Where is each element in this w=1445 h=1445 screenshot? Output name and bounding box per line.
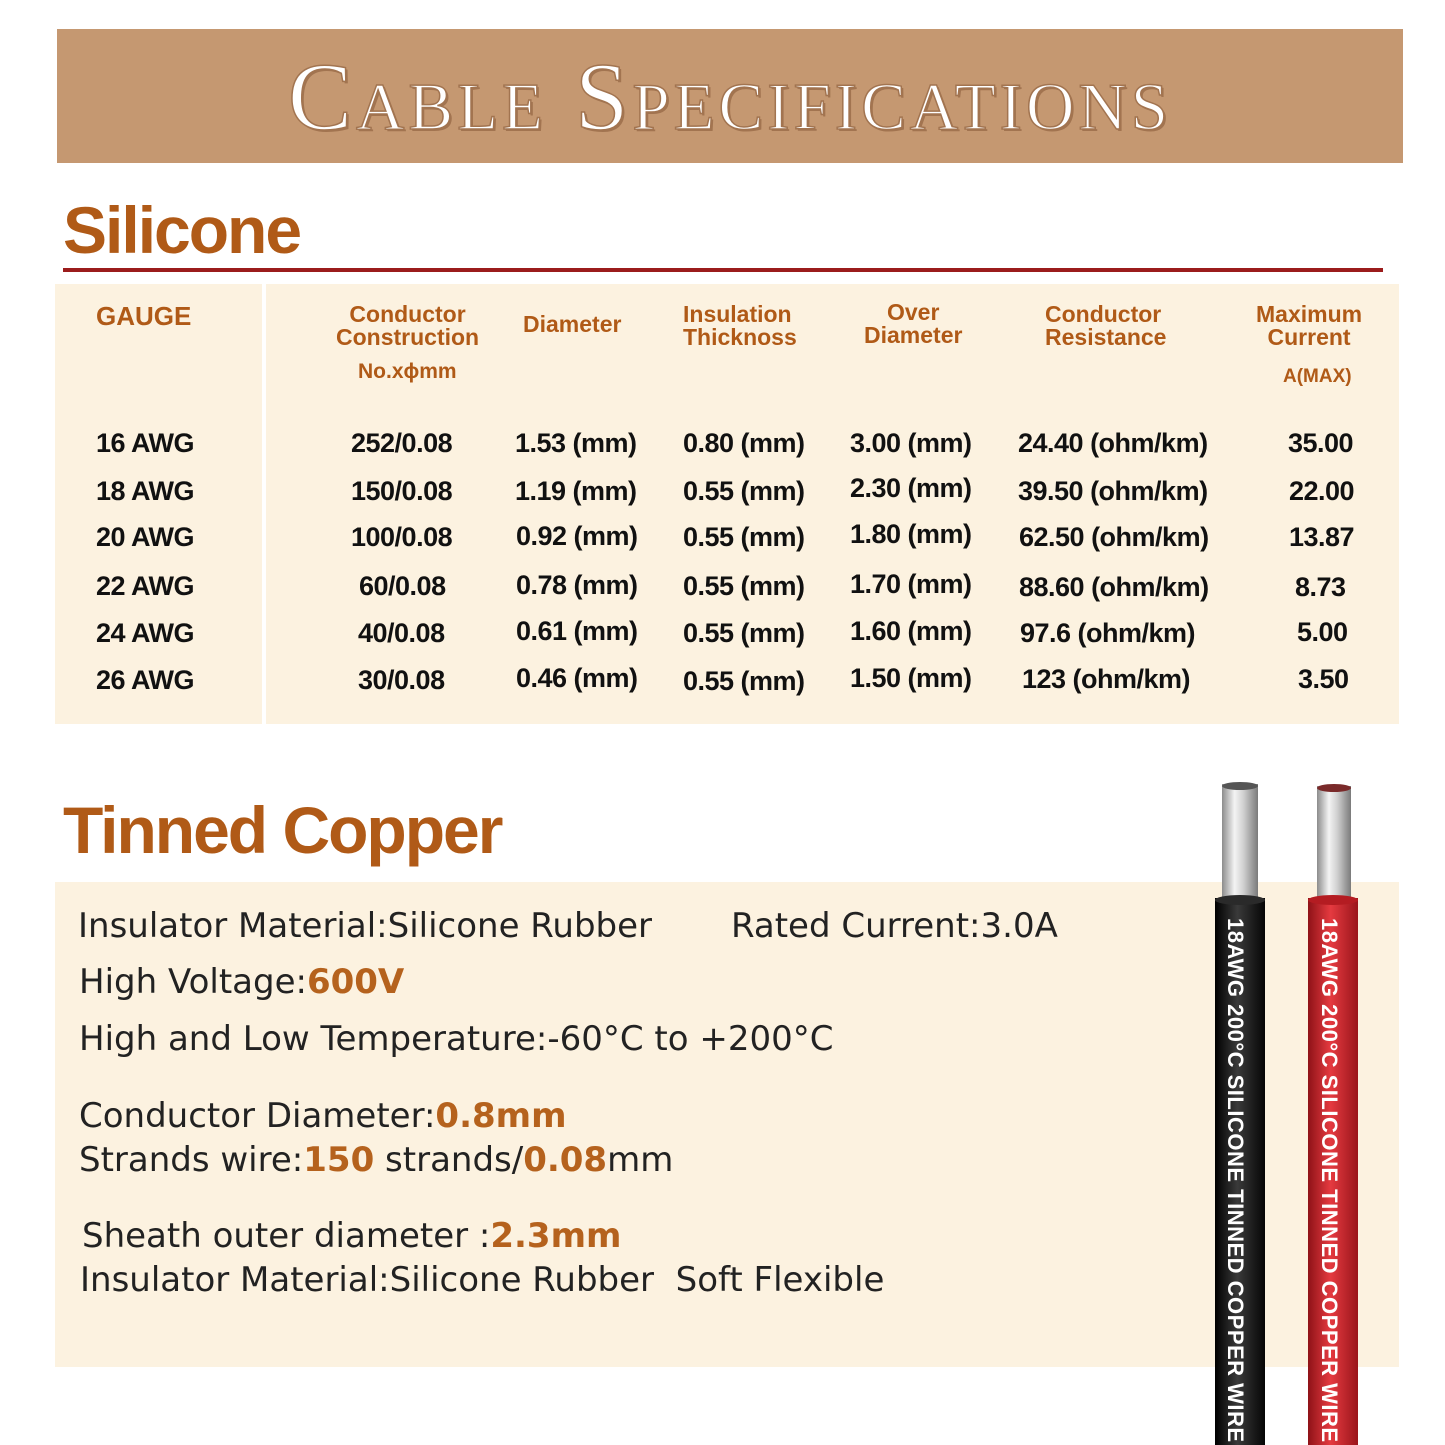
header-resistance-line2: Resistance [1045, 324, 1167, 350]
cell-diameter: 1.19 (mm) [515, 476, 637, 506]
cell-diameter: 1.53 (mm) [515, 428, 637, 458]
header-construction-unit: No.xϕmm [358, 360, 457, 383]
cell-gauge: 16 AWG [96, 428, 195, 458]
spec-strands-size: 0.08 [523, 1140, 608, 1180]
cell-construction: 60/0.08 [359, 571, 446, 601]
cell-current: 22.00 [1289, 476, 1355, 506]
cell-resistance: 24.40 (ohm/km) [1018, 428, 1208, 458]
cell-over-diameter: 1.80 (mm) [850, 519, 972, 549]
cell-over-diameter: 1.60 (mm) [850, 616, 972, 646]
cell-gauge: 18 AWG [96, 476, 195, 506]
cell-over-diameter: 1.50 (mm) [850, 663, 972, 693]
header-insulation [683, 303, 797, 349]
cell-gauge: 22 AWG [96, 571, 195, 601]
cell-resistance: 97.6 (ohm/km) [1020, 618, 1196, 648]
spec-temperature: High and Low Temperature:-60°C to +200°C [79, 1019, 834, 1059]
header-over-line1: Over [887, 299, 940, 325]
cell-insulation: 0.55 (mm) [683, 666, 805, 696]
cell-gauge: 24 AWG [96, 618, 195, 648]
cell-gauge: 26 AWG [96, 665, 195, 695]
cell-over-diameter: 3.00 (mm) [850, 428, 972, 458]
cell-diameter: 0.61 (mm) [516, 616, 638, 646]
spec-rated-current: Rated Current:3.0A [731, 906, 1058, 946]
silicone-heading: Silicone [63, 193, 301, 267]
header-over-diameter [864, 301, 962, 347]
title-banner [57, 29, 1403, 163]
header-resistance [1045, 303, 1166, 349]
header-construction-line1: Conductor [349, 301, 466, 327]
spec-conductor-diameter [79, 1096, 567, 1136]
header-insulation-line1: Insulation [683, 301, 792, 327]
spec-strands-mid: strands/ [374, 1140, 524, 1180]
cell-diameter: 0.46 (mm) [516, 663, 638, 693]
cell-gauge: 20 AWG [96, 522, 195, 552]
cell-insulation: 0.80 (mm) [683, 428, 805, 458]
cell-resistance: 39.50 (ohm/km) [1018, 476, 1208, 506]
header-current-line1: Maximum [1256, 301, 1363, 327]
spec-sheath-diameter [82, 1216, 621, 1256]
red-wire-strands [1317, 786, 1351, 906]
header-resistance-line1: Conductor [1045, 301, 1162, 327]
red-wire-label: 18AWG 200°C SILICONE TINNED COPPER WIRE [1317, 918, 1342, 1443]
cell-construction: 252/0.08 [351, 428, 453, 458]
spec-voltage-label: High Voltage: [79, 962, 307, 1002]
spec-conductor-value: 0.8mm [435, 1096, 567, 1136]
spec-high-voltage [79, 962, 404, 1002]
cell-diameter: 0.78 (mm) [516, 570, 638, 600]
header-construction [336, 303, 479, 349]
cell-diameter: 0.92 (mm) [516, 521, 638, 551]
header-diameter: Diameter [523, 311, 622, 337]
cell-construction: 150/0.08 [351, 476, 453, 506]
spec-sheath-value: 2.3mm [490, 1216, 622, 1256]
cell-resistance: 62.50 (ohm/km) [1019, 522, 1209, 552]
spec-strands-label: Strands wire: [79, 1140, 304, 1180]
heading-rule [63, 268, 1383, 272]
spec-insulator-flexible: Insulator Material:Silicone Rubber Soft Flexible [80, 1260, 885, 1300]
spec-sheath-label: Sheath outer diameter : [82, 1216, 491, 1256]
cell-current: 13.87 [1289, 522, 1355, 552]
cell-resistance: 123 (ohm/km) [1022, 664, 1191, 694]
header-gauge: GAUGE [96, 301, 192, 331]
cell-construction: 30/0.08 [358, 665, 445, 695]
header-current-line2: Current [1267, 324, 1351, 350]
cell-insulation: 0.55 (mm) [683, 618, 805, 648]
cell-resistance: 88.60 (ohm/km) [1019, 572, 1209, 602]
cell-over-diameter: 2.30 (mm) [850, 473, 972, 503]
cell-current: 35.00 [1288, 428, 1354, 458]
header-current [1256, 303, 1362, 349]
spec-strands [79, 1140, 673, 1180]
spec-conductor-label: Conductor Diameter: [79, 1096, 436, 1136]
cell-current: 5.00 [1297, 617, 1348, 647]
black-wire-label: 18AWG 200°C SILICONE TINNED COPPER WIRE [1223, 918, 1248, 1443]
spec-strands-unit: mm [607, 1140, 674, 1180]
spec-insulator-material: Insulator Material:Silicone Rubber [78, 906, 653, 946]
cell-construction: 100/0.08 [351, 522, 453, 552]
table-column-divider [262, 284, 266, 724]
cell-insulation: 0.55 (mm) [683, 571, 805, 601]
header-current-unit: A(MAX) [1283, 366, 1352, 387]
header-construction-line2: Construction [336, 324, 480, 350]
black-wire-strands [1222, 784, 1258, 904]
spec-voltage-value: 600V [306, 962, 405, 1002]
cell-current: 3.50 [1298, 664, 1349, 694]
spec-strands-count: 150 [303, 1140, 375, 1180]
cell-construction: 40/0.08 [358, 618, 445, 648]
cell-current: 8.73 [1295, 572, 1346, 602]
cell-insulation: 0.55 (mm) [683, 476, 805, 506]
cell-insulation: 0.55 (mm) [683, 522, 805, 552]
cell-over-diameter: 1.70 (mm) [850, 569, 972, 599]
banner-title: Cable Specifications [287, 42, 1173, 150]
header-over-line2: Diameter [864, 322, 963, 348]
tinned-copper-heading: Tinned Copper [63, 793, 502, 867]
header-insulation-line2: Thicknoss [683, 324, 797, 350]
